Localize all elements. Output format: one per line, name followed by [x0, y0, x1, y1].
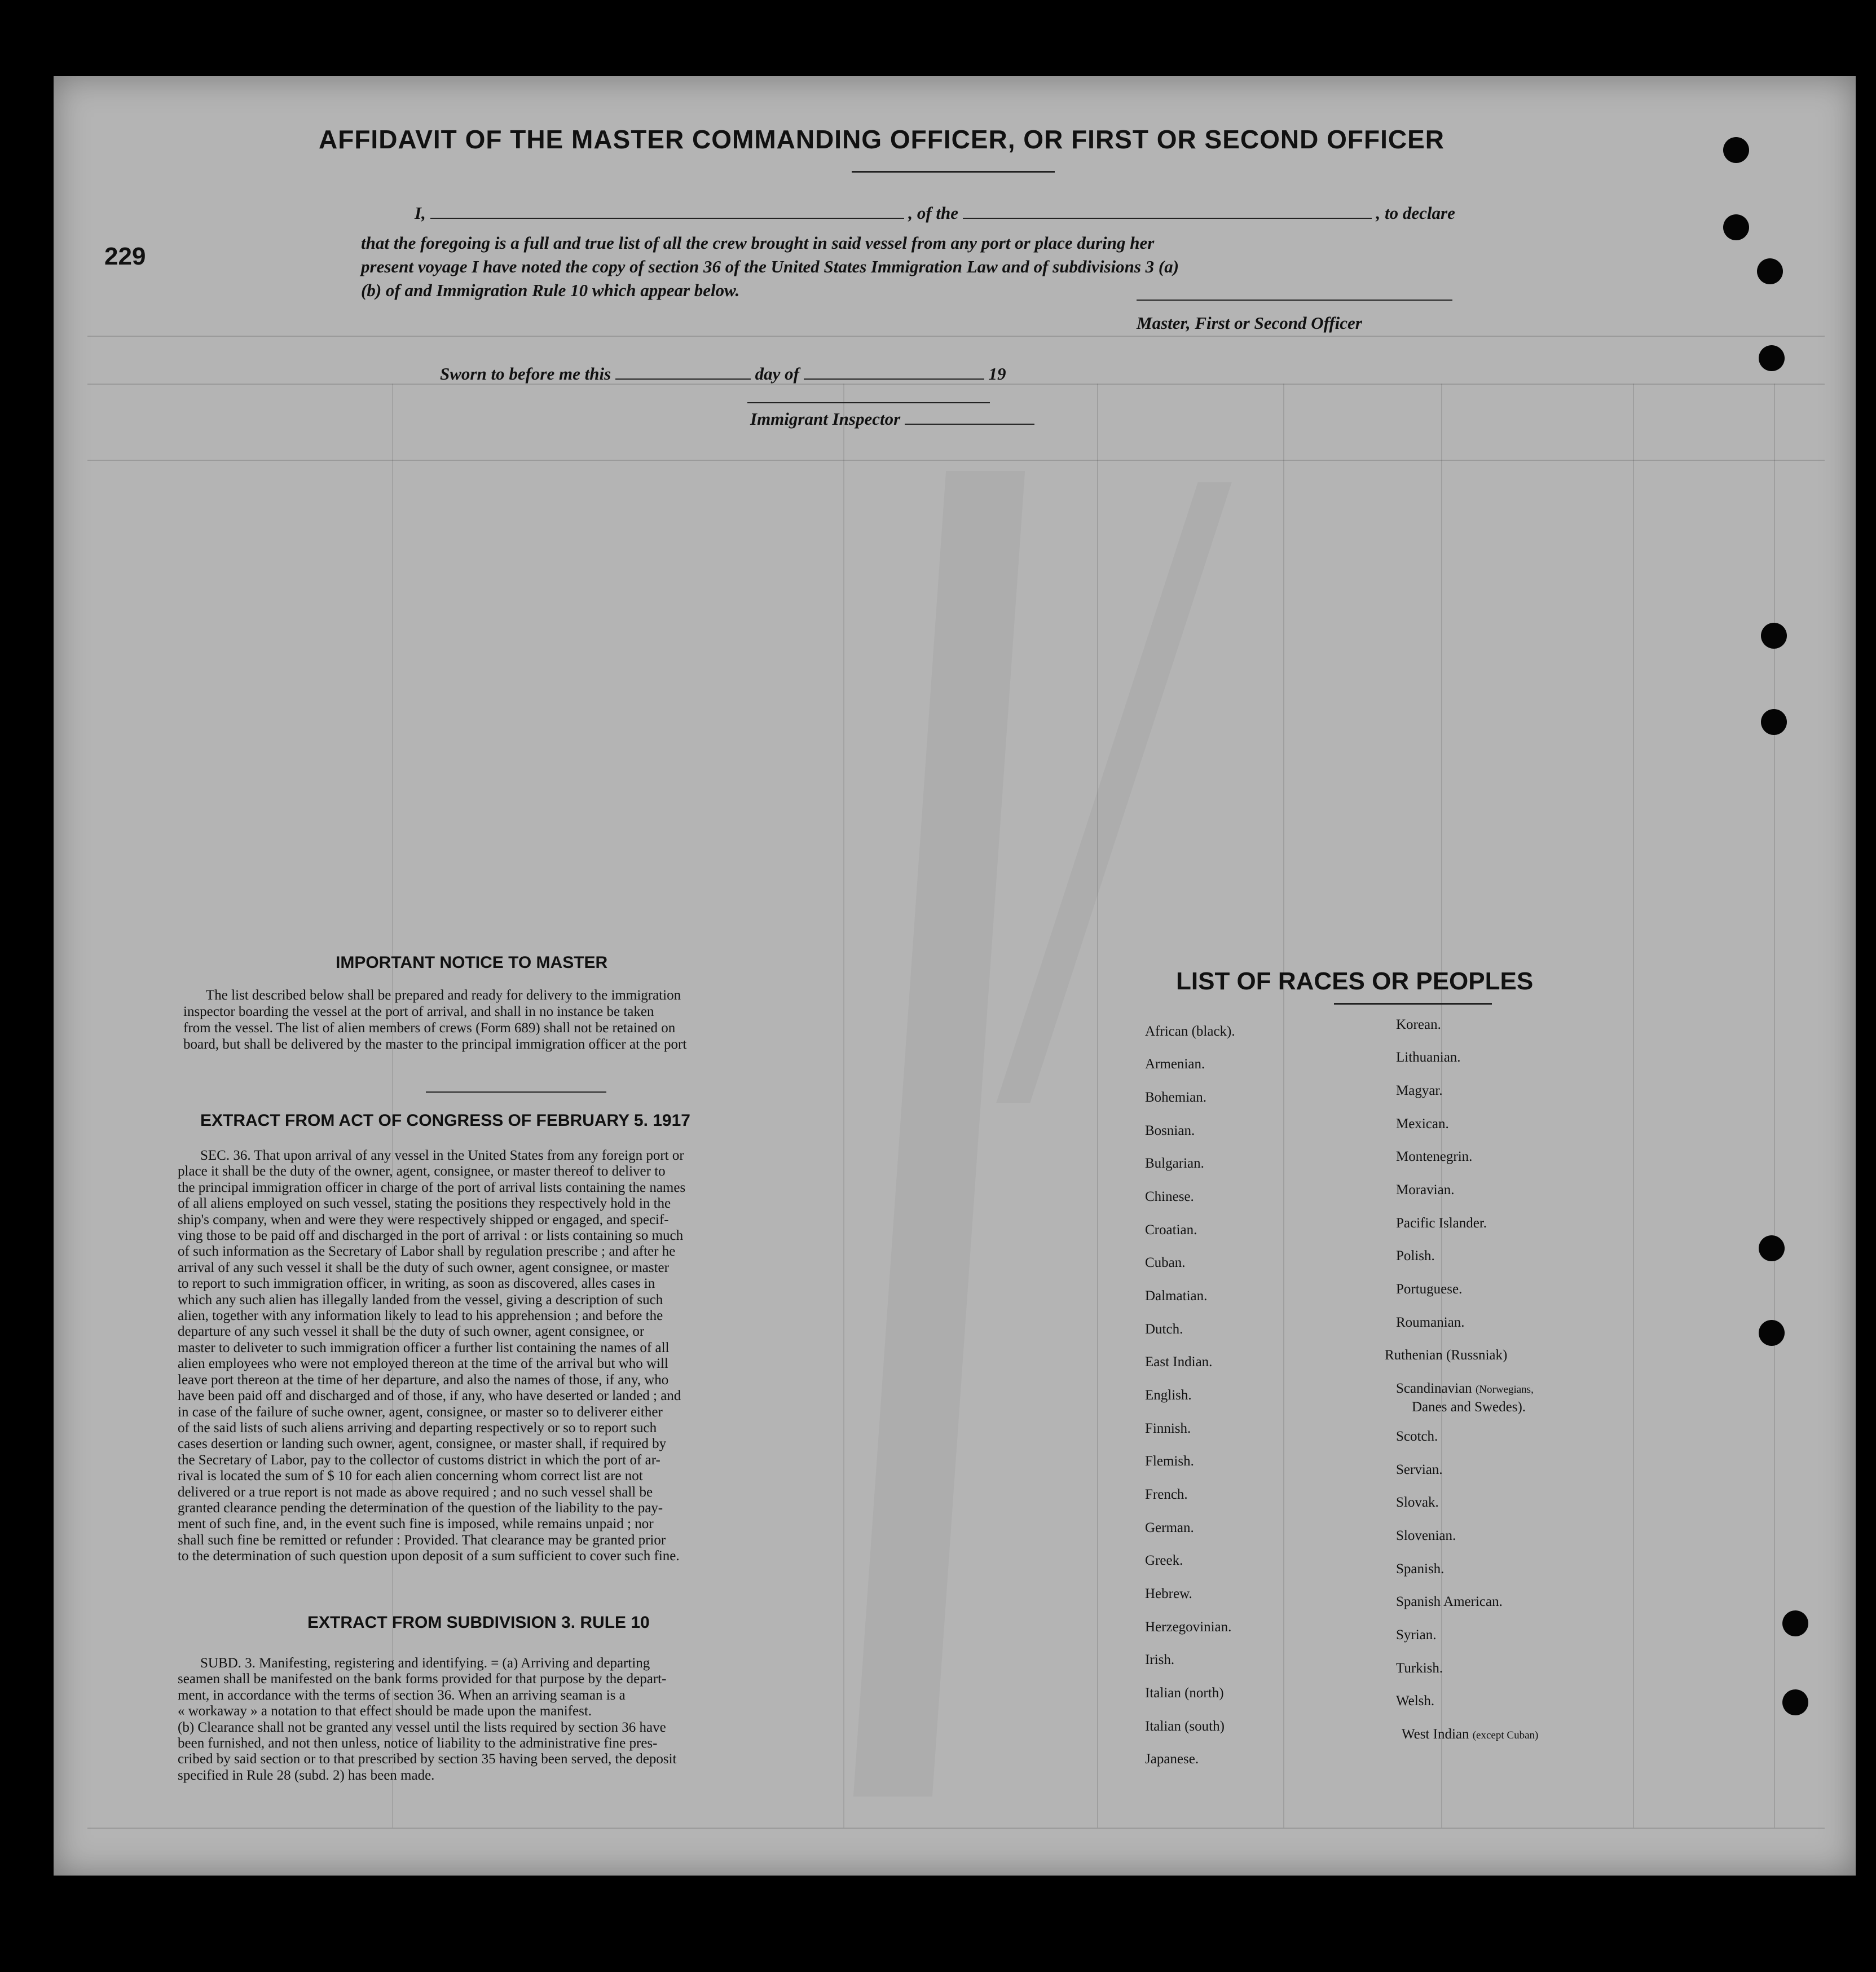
race-item: East Indian. — [1145, 1354, 1213, 1370]
punch-hole — [1759, 1320, 1785, 1346]
act-line: leave port thereon at the time of her departure, and also the names of those, if any, who — [178, 1372, 669, 1388]
sworn-day-of-label: day of — [755, 364, 799, 384]
race-item: Italian (south) — [1145, 1719, 1225, 1734]
notice-title: IMPORTANT NOTICE TO MASTER — [336, 953, 608, 972]
rule-line: SUBD. 3. Manifesting, registering and identifying. = (a) Arriving and departing — [200, 1656, 650, 1671]
affidavit-declare-label: , to declare — [1376, 203, 1455, 223]
act-line: granted clearance pending the determination of the question of the liability to the pay- — [178, 1500, 663, 1516]
inspector-label-row — [750, 409, 1034, 429]
master-signature-label: Master, First or Second Officer — [1137, 313, 1362, 333]
races-title-underline — [1334, 1003, 1492, 1005]
race-item: Greek. — [1145, 1553, 1183, 1568]
race-item: Japanese. — [1145, 1751, 1199, 1767]
race-item: Chinese. — [1145, 1189, 1194, 1204]
act-line: place it shall be the duty of the owner, agent, consignee, or master thereof to deliver to — [178, 1164, 666, 1179]
race-item: Turkish. — [1396, 1661, 1443, 1676]
sworn-year-label: 19 — [988, 364, 1006, 384]
races-title: LIST OF RACES OR PEOPLES — [1176, 967, 1534, 995]
act-line: cases desertion or landing such owner, agent, consignee, or master shall, if required by — [178, 1436, 667, 1452]
extract-rule-body — [178, 1656, 838, 1784]
act-line: shall such fine be remitted or refunder : Provided. That clearance may be granted prior — [178, 1532, 666, 1548]
race-note-line: Danes and Swedes). — [1412, 1399, 1526, 1415]
extract-act-title: EXTRACT FROM ACT OF CONGRESS OF FEBRUARY 5. 1917 — [200, 1111, 690, 1130]
act-line: alien, together with any information likely to lead to his apprehension ; and before the — [178, 1308, 663, 1324]
race-item: Magyar. — [1396, 1083, 1443, 1098]
punch-hole — [1782, 1689, 1808, 1715]
act-line: departure of any such vessel it shall be the duty of such owner, agent consignee, or — [178, 1324, 645, 1340]
sworn-line — [440, 364, 1006, 384]
act-line: master to deliveter to such immigration officer a further list containing the names of all — [178, 1340, 670, 1355]
notice-divider — [426, 1091, 606, 1093]
race-item: English. — [1145, 1388, 1192, 1403]
act-line: which any such alien has illegally landed from the vessel, giving a description of such — [178, 1292, 663, 1308]
race-item: Lithuanian. — [1396, 1050, 1461, 1065]
race-item: German. — [1145, 1520, 1194, 1535]
officer-name-blank — [430, 204, 904, 219]
act-line: arrival of any such vessel it shall be the duty of such owner, agent consignee, or master — [178, 1260, 669, 1275]
affidavit-line-4: (b) of and Immigration Rule 10 which appear below. — [361, 280, 740, 300]
punch-hole — [1759, 1235, 1785, 1261]
act-line: SEC. 36. That upon arrival of any vessel in the United States from any foreign port or — [200, 1148, 684, 1163]
race-item: Cuban. — [1145, 1255, 1186, 1270]
rule-line: ment, in accordance with the terms of section 36. When an arriving seaman is a — [178, 1687, 626, 1703]
race-item: Herzegovinian. — [1145, 1619, 1232, 1635]
race-item: Finnish. — [1145, 1421, 1191, 1436]
race-item: Scandinavian — [1396, 1381, 1472, 1396]
vessel-name-blank — [963, 204, 1372, 219]
race-item: Bosnian. — [1145, 1123, 1195, 1138]
inspector-blank — [905, 410, 1034, 425]
notice-body — [183, 987, 832, 1053]
bleed-through-layer — [54, 76, 1856, 1876]
punch-hole — [1757, 258, 1783, 284]
race-item: West Indian — [1402, 1727, 1469, 1742]
race-item: Croatian. — [1145, 1222, 1197, 1238]
act-line: in case of the failure of suche owner, agent, consignee, or master so to deliverer either — [178, 1404, 663, 1420]
race-item: Bulgarian. — [1145, 1156, 1204, 1171]
page-number: 229 — [104, 243, 146, 270]
master-signature-line — [1137, 300, 1452, 301]
race-item: Welsh. — [1396, 1693, 1435, 1709]
race-item: Servian. — [1396, 1462, 1443, 1477]
race-note: (except Cuban) — [1472, 1729, 1539, 1741]
race-item: Portuguese. — [1396, 1282, 1463, 1297]
rule-line: cribed by said section or to that prescribed by section 35 having been served, the deposit — [178, 1751, 677, 1767]
act-line: alien employees who were not employed thereon at the time of the arrival but who will — [178, 1356, 668, 1372]
act-line: the principal immigration officer in charge of the port of arrival lists containing the names — [178, 1179, 686, 1195]
race-item: Slovenian. — [1396, 1528, 1456, 1543]
act-line: to report to such immigration officer, in writing, as soon as discovered, alles cases in — [178, 1276, 655, 1292]
affidavit-line-2: that the foregoing is a full and true list of all the crew brought in said vessel from any port or place during her — [361, 233, 1155, 253]
race-item: Dutch. — [1145, 1322, 1183, 1337]
race-item: Syrian. — [1396, 1627, 1437, 1643]
race-item: Armenian. — [1145, 1057, 1205, 1072]
race-item: Flemish. — [1145, 1454, 1194, 1469]
rule-line: « workaway » a notation to that effect should be made upon the manifest. — [178, 1704, 592, 1719]
race-item: Bohemian. — [1145, 1090, 1207, 1105]
sworn-label: Sworn to before me this — [440, 364, 611, 384]
act-line: the Secretary of Labor, pay to the collector of customs district in which the port of ar- — [178, 1452, 660, 1468]
punch-hole — [1723, 214, 1749, 240]
act-line: ship's company, when and were they were respectively shipped or engaged, and specif- — [178, 1212, 669, 1227]
notice-line: from the vessel. The list of alien members of crews (Form 689) shall not be retained on — [183, 1020, 676, 1036]
race-item: Dalmatian. — [1145, 1288, 1208, 1304]
race-item-scandinavian — [1396, 1381, 1534, 1397]
race-item: Korean. — [1396, 1017, 1441, 1032]
affidavit-of-the-label: , of the — [908, 203, 959, 223]
race-note: (Norwegians, — [1475, 1384, 1534, 1396]
race-item: Ruthenian (Russniak) — [1385, 1348, 1508, 1363]
punch-hole — [1761, 709, 1787, 735]
race-item: Roumanian. — [1396, 1315, 1465, 1330]
act-line: ving those to be paid off and discharged in the port of arrival : or lists containing so much — [178, 1228, 684, 1244]
act-line: ment of such fine, and, in the event such fine is imposed, while remains unpaid ; nor — [178, 1516, 654, 1532]
race-item: Spanish. — [1396, 1561, 1445, 1577]
inspector-label: Immigrant Inspector — [750, 409, 901, 429]
race-item: African (black). — [1145, 1024, 1235, 1039]
race-item: Scotch. — [1396, 1429, 1438, 1444]
rule-line: specified in Rule 28 (subd. 2) has been made. — [178, 1767, 435, 1783]
race-item: Italian (north) — [1145, 1685, 1224, 1701]
affidavit-title: AFFIDAVIT OF THE MASTER COMMANDING OFFICER, OR FIRST OR SECOND OFFICER — [319, 125, 1445, 154]
race-item: Moravian. — [1396, 1182, 1455, 1198]
notice-line: inspector boarding the vessel at the port of arrival, and shall in no instance be taken — [183, 1004, 654, 1019]
act-line: rival is located the sum of $ 10 for each alien concerning whom correct list are not — [178, 1468, 643, 1484]
race-item-west-indian — [1402, 1727, 1538, 1742]
race-item: French. — [1145, 1487, 1188, 1502]
rule-line: (b) Clearance shall not be granted any vessel until the lists required by section 36 have — [178, 1719, 666, 1735]
affidavit-line-3: present voyage I have noted the copy of section 36 of the United States Immigration Law and of subdivisions 3 (a) — [361, 257, 1179, 276]
punch-hole — [1759, 345, 1785, 371]
rule-line: seamen shall be manifested on the bank forms provided for that purpose by the depart- — [178, 1671, 667, 1687]
extract-act-body — [178, 1148, 838, 1565]
race-item: Montenegrin. — [1396, 1149, 1473, 1164]
act-line: of the said lists of such aliens arriving and departing respectively or so to report such — [178, 1420, 657, 1436]
sworn-month-blank — [804, 365, 984, 380]
race-item: Mexican. — [1396, 1116, 1449, 1132]
act-line: delivered or a true report is not made as above required ; and no such vessel shall be — [178, 1484, 653, 1500]
act-line: have been paid off and discharged and of those, if any, who have deserted or landed ; and — [178, 1388, 681, 1404]
notice-line: The list described below shall be prepared and ready for delivery to the immigration — [206, 988, 681, 1003]
punch-hole — [1782, 1610, 1808, 1636]
rule-line: been furnished, and not then unless, notice of liability to the administrative fine pres- — [178, 1736, 658, 1751]
race-item: Pacific Islander. — [1396, 1216, 1487, 1231]
act-line: to the determination of such question upon deposit of a sum sufficient to cover such fine. — [178, 1548, 680, 1564]
race-item: Polish. — [1396, 1248, 1435, 1264]
act-line: of all aliens employed on such vessel, stating the positions they respectively hold in the — [178, 1196, 671, 1212]
punch-hole — [1761, 623, 1787, 649]
race-item: Spanish American. — [1396, 1594, 1503, 1609]
race-item: Hebrew. — [1145, 1586, 1192, 1601]
act-line: of such information as the Secretary of Labor shall by regulation prescribe ; and after he — [178, 1244, 676, 1260]
notice-line: board, but shall be delivered by the master to the principal immigration officer at the port — [183, 1037, 687, 1052]
title-underline — [852, 171, 1055, 173]
punch-hole — [1723, 137, 1749, 163]
document-page — [54, 76, 1856, 1876]
race-item: Slovak. — [1396, 1495, 1439, 1510]
affidavit-declaration-line — [415, 203, 1455, 223]
inspector-signature-line — [747, 402, 990, 403]
sworn-day-blank — [615, 365, 751, 380]
extract-rule-title: EXTRACT FROM SUBDIVISION 3. RULE 10 — [307, 1613, 650, 1632]
race-item: Irish. — [1145, 1652, 1175, 1667]
affidavit-i-label: I, — [415, 203, 426, 223]
